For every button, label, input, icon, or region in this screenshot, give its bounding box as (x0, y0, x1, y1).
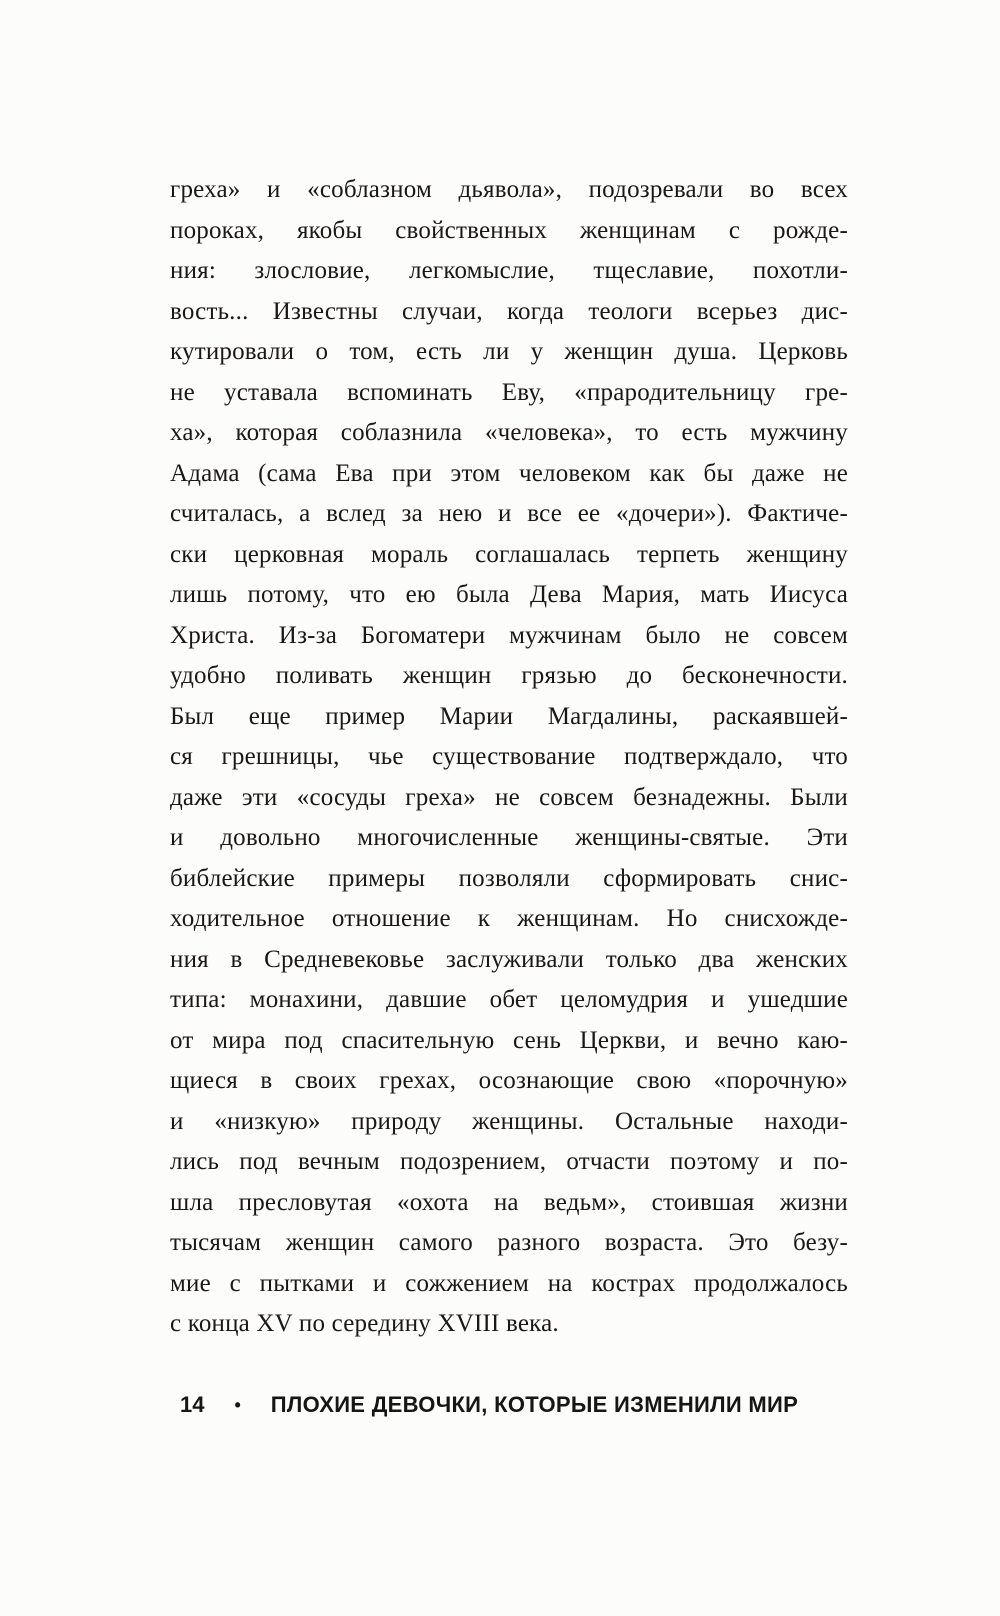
text-line: вость... Известны случаи, когда теологи всерьез дис- (170, 297, 848, 325)
text-line: не уставала вспоминать Еву, «прародительницу гре- (170, 378, 848, 406)
text-line: ся грешницы, чье существование подтверждало, что (170, 743, 848, 770)
body-text (170, 170, 848, 1345)
text-line: Адама (сама Ева при этом человеком как бы даже не (170, 459, 848, 487)
page-footer (180, 1392, 900, 1418)
text-line: даже эти «сосуды греха» не совсем безнадежны. Были (170, 783, 848, 811)
text-line: с конца XV по середину XVIII века. (170, 1310, 559, 1337)
text-line: щиеся в своих грехах, осознающие свою «порочную» (170, 1067, 848, 1094)
text-line: тысячам женщин самого разного возраста. Это безу- (170, 1229, 848, 1256)
text-line: ния в Средневековье заслуживали только два женских (170, 945, 848, 973)
bullet-separator-icon: • (234, 1395, 241, 1415)
text-line: мие с пытками и сожжением на кострах продолжалось (170, 1269, 848, 1297)
text-line: считалась, а вслед за нею и все ее «дочери»). Фактиче- (170, 500, 848, 527)
running-title: ПЛОХИЕ ДЕВОЧКИ, КОТОРЫЕ ИЗМЕНИЛИ МИР (270, 1392, 799, 1417)
text-line: от мира под спасительную сень Церкви, и вечно каю- (170, 1026, 848, 1054)
text-line: шла пресловутая «охота на ведьм», стоившая жизни (170, 1188, 848, 1216)
text-line: ха», которая соблазнила «человека», то есть мужчину (170, 419, 848, 446)
text-line: и «низкую» природу женщины. Остальные находи- (170, 1107, 848, 1135)
text-line: кутировали о том, есть ли у женщин душа. Церковь (170, 338, 848, 365)
text-line: удобно поливать женщин грязью до бесконечности. (170, 662, 848, 689)
text-line: библейские примеры позволяли сформировать снис- (170, 864, 848, 892)
text-line: Был еще пример Марии Магдалины, раскаявшей- (170, 702, 848, 730)
text-line: ходительное отношение к женщинам. Но снисхожде- (170, 905, 848, 932)
text-line: греха» и «соблазном дьявола», подозревали во всех (170, 176, 848, 203)
text-line: типа: монахини, давшие обет целомудрия и ушедшие (170, 986, 848, 1013)
text-line: лись под вечным подозрением, отчасти поэтому и по- (170, 1148, 848, 1175)
text-line: пороках, якобы свойственных женщинам с рожде- (170, 216, 848, 244)
text-line: лишь потому, что ею была Дева Мария, мать Иисуса (170, 581, 848, 608)
text-line: Христа. Из-за Богоматери мужчинам было не совсем (170, 621, 848, 649)
text-line: ски церковная мораль соглашалась терпеть женщину (170, 540, 848, 568)
page-number: 14 (180, 1392, 205, 1417)
text-line: и довольно многочисленные женщины-святые. Эти (170, 824, 848, 851)
text-line: ния: злословие, легкомыслие, тщеславие, похотли- (170, 257, 848, 284)
